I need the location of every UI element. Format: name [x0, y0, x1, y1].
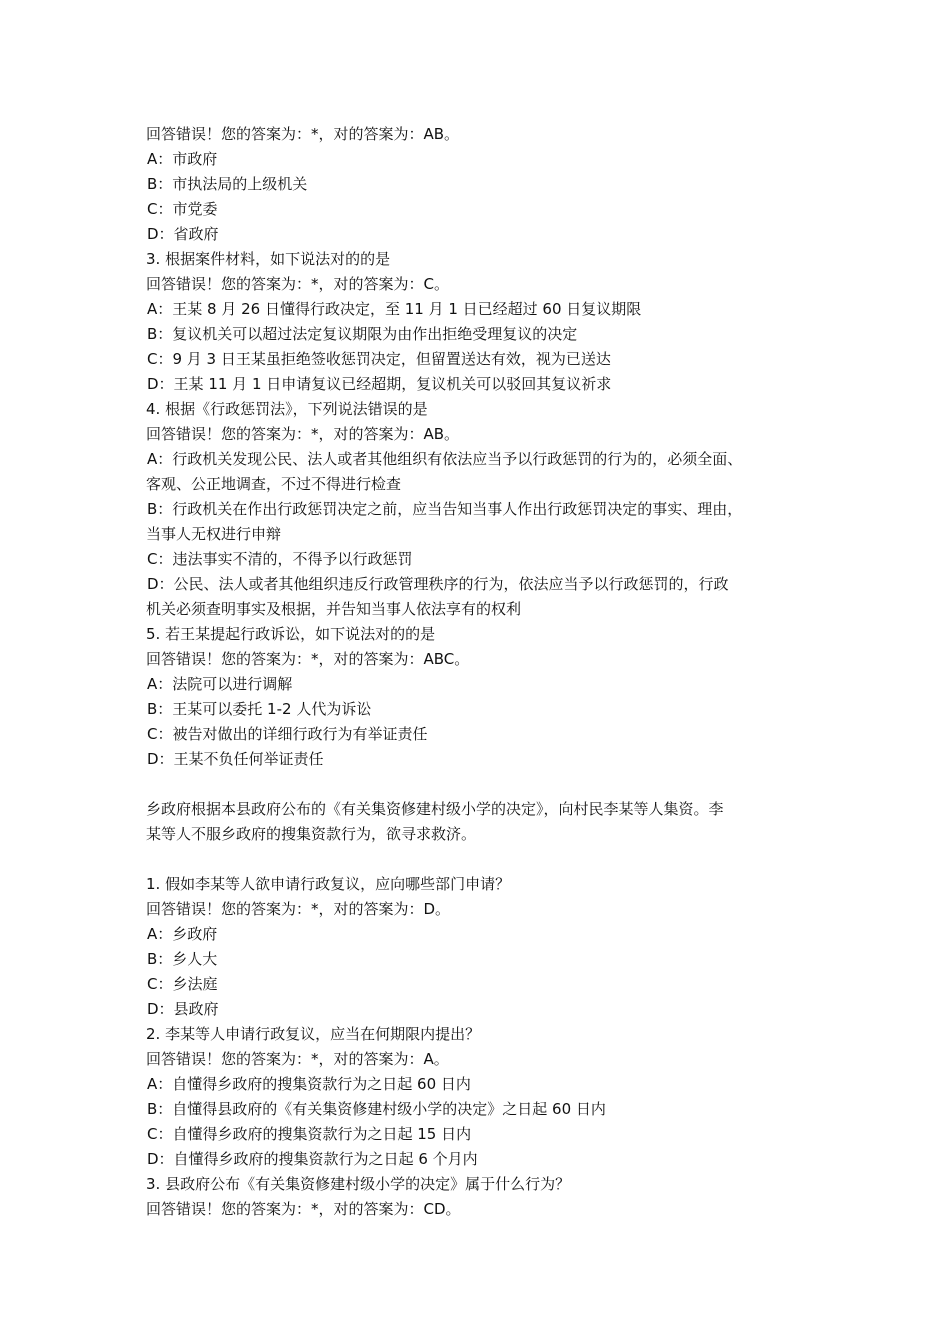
answer-feedback: 回答错误！您的答案为：*，对的答案为：CD。 [146, 1200, 461, 1218]
answer-option: C：市党委 [147, 200, 218, 218]
question-title: 5. 若王某提起行政诉讼，如下说法对的的是 [146, 625, 436, 643]
answer-feedback: 回答错误！您的答案为：*，对的答案为：ABC。 [146, 650, 470, 668]
answer-option: D：省政府 [147, 225, 219, 243]
answer-option-continuation: 客观、公正地调查，不过不得进行检查 [146, 475, 402, 493]
answer-option: C：乡法庭 [147, 975, 218, 993]
document-body [146, 122, 822, 1222]
answer-option-continuation: 机关必须查明事实及根据，并告知当事人依法享有的权利 [146, 600, 522, 618]
answer-option: D：王某不负任何举证责任 [147, 750, 324, 768]
question-title: 3. 县政府公布《有关集资修建村级小学的决定》属于什么行为？ [146, 1175, 571, 1193]
answer-option: B：自懂得县政府的《有关集资修建村级小学的决定》之日起 60 日内 [147, 1100, 606, 1118]
answer-option: A：乡政府 [147, 925, 218, 943]
answer-option: D：自懂得乡政府的搜集资款行为之日起 6 个月内 [147, 1150, 478, 1168]
answer-option: A：法院可以进行调解 [147, 675, 293, 693]
answer-option: B：市执法局的上级机关 [147, 175, 308, 193]
question-title: 4. 根据《行政惩罚法》，下列说法错误的是 [146, 400, 428, 418]
answer-option: D：王某 11 月 1 日申请复议已经超期，复议机关可以驳回其复议祈求 [147, 375, 612, 393]
answer-option: A：行政机关发现公民、法人或者其他组织有依法应当予以行政惩罚的行为的，必须全面、 [147, 450, 743, 468]
question-title: 2. 李某等人申请行政复议，应当在何期限内提出？ [146, 1025, 481, 1043]
answer-option: B：行政机关在作出行政惩罚决定之前，应当告知当事人作出行政惩罚决定的事实、理由， [147, 500, 743, 518]
answer-option: D：公民、法人或者其他组织违反行政管理秩序的行为，依法应当予以行政惩罚的，行政 [147, 575, 729, 593]
answer-option: D：县政府 [147, 1000, 219, 1018]
answer-option: C：自懂得乡政府的搜集资款行为之日起 15 日内 [147, 1125, 472, 1143]
answer-feedback: 回答错误！您的答案为：*，对的答案为：A。 [146, 1050, 449, 1068]
blank-line [146, 847, 822, 872]
case-paragraph: 乡政府根据本县政府公布的《有关集资修建村级小学的决定》，向村民李某等人集资。李 [146, 800, 724, 818]
answer-feedback: 回答错误！您的答案为：*，对的答案为：AB。 [146, 425, 460, 443]
answer-option: B：乡人大 [147, 950, 218, 968]
answer-option: C：9 月 3 日王某虽拒绝签收惩罚决定，但留置送达有效，视为已送达 [147, 350, 611, 368]
answer-feedback: 回答错误！您的答案为：*，对的答案为：D。 [146, 900, 451, 918]
answer-feedback: 回答错误！您的答案为：*，对的答案为：AB。 [146, 125, 460, 143]
answer-option: C：违法事实不清的，不得予以行政惩罚 [147, 550, 413, 568]
answer-feedback: 回答错误！您的答案为：*，对的答案为：C。 [146, 275, 449, 293]
blank-line [146, 772, 822, 797]
question-title: 3. 根据案件材料，如下说法对的的是 [146, 250, 391, 268]
answer-option: A：王某 8 月 26 日懂得行政决定，至 11 月 1 日已经超过 60 日复议期限 [147, 300, 642, 318]
answer-option-continuation: 当事人无权进行申辩 [146, 525, 282, 543]
answer-option: A：市政府 [147, 150, 218, 168]
answer-option: A：自懂得乡政府的搜集资款行为之日起 60 日内 [147, 1075, 471, 1093]
answer-option: C：被告对做出的详细行政行为有举证责任 [147, 725, 428, 743]
case-paragraph: 某等人不服乡政府的搜集资款行为，欲寻求救济。 [146, 825, 477, 843]
question-title: 1. 假如李某等人欲申请行政复议，应向哪些部门申请？ [146, 875, 511, 893]
answer-option: B：复议机关可以超过法定复议期限为由作出拒绝受理复议的决定 [147, 325, 578, 343]
answer-option: B：王某可以委托 1-2 人代为诉讼 [147, 700, 372, 718]
